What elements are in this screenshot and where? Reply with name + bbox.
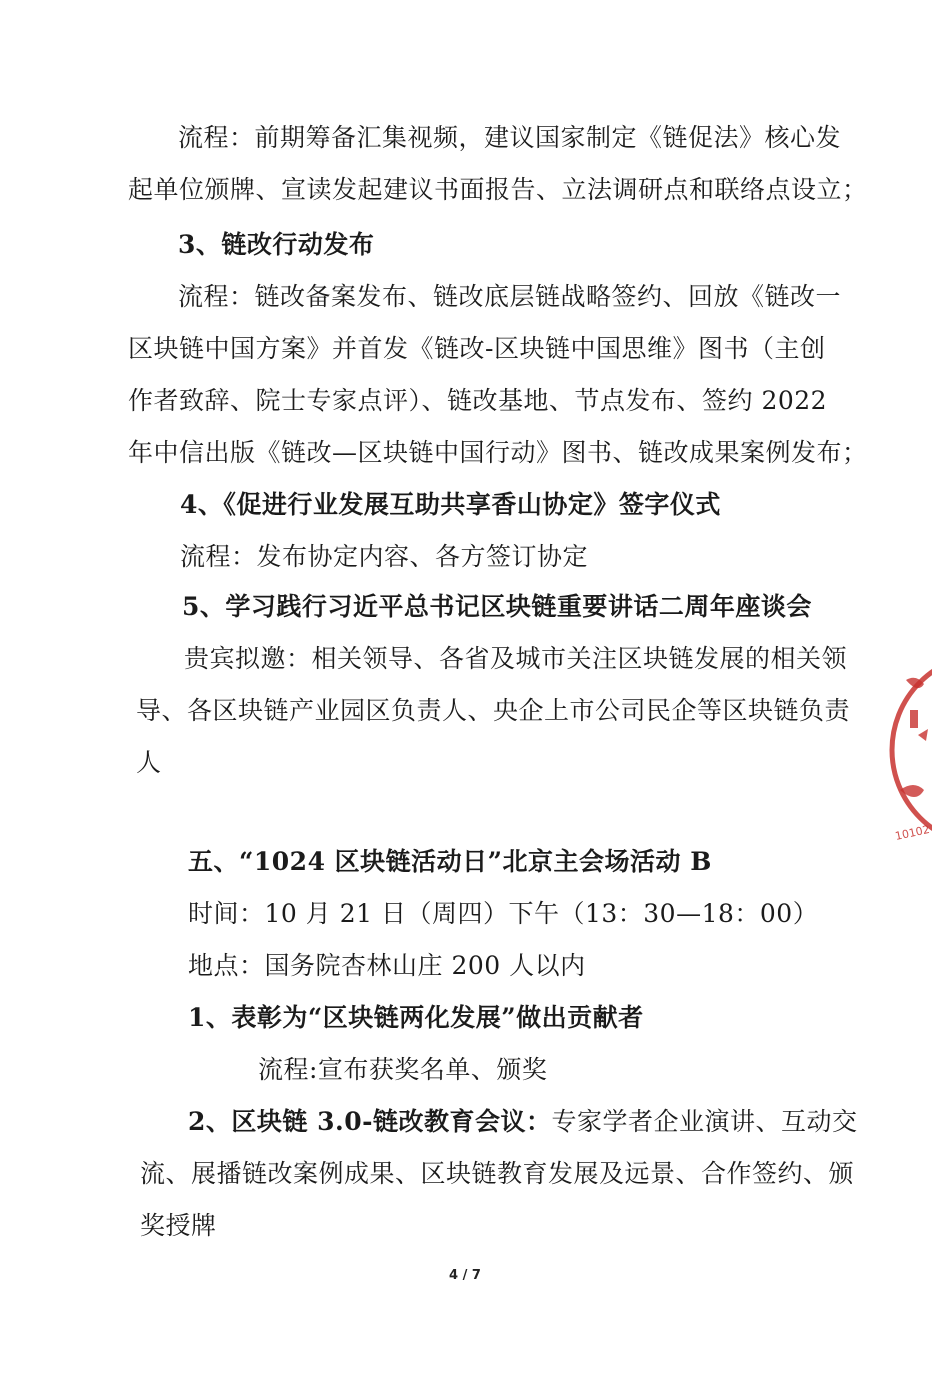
subsection-2-description: 专家学者企业演讲、互动交 [551, 1107, 858, 1136]
text-line-11: 贵宾拟邀：相关领导、各省及城市关注区块链发展的相关领 [184, 644, 848, 673]
text-line-19 [188, 1106, 858, 1138]
section-heading-4: 4、《促进行业发展互助共享香山协定》签字仪式 [180, 490, 721, 519]
subsection-heading-1: 1、表彰为“区块链两化发展”做出贡献者 [188, 1003, 644, 1032]
section-heading-five: 五、“1024 区块链活动日”北京主会场活动 B [188, 847, 712, 876]
text-line-18: 流程:宣布获奖名单、颁奖 [258, 1055, 548, 1084]
text-line-12: 导、各区块链产业园区负责人、央企上市公司民企等区块链负责 [136, 696, 851, 725]
text-line-13: 人 [136, 748, 162, 777]
subsection-heading-2: 2、区块链 3.0-链改教育会议： [188, 1107, 552, 1136]
text-line-7: 年中信出版《链改—区块链中国行动》图书、链改成果案例发布； [128, 438, 868, 467]
text-line-2: 起单位颁牌、宣读发起建议书面报告、立法调研点和联络点设立； [128, 175, 868, 204]
text-line-5: 区块链中国方案》并首发《链改-区块链中国思维》图书（主创 [128, 334, 826, 363]
page-number: 4 / 7 [449, 1268, 481, 1283]
seal-text: 10102 [893, 822, 931, 843]
official-seal-stamp [878, 640, 932, 860]
seal-star-fragment [918, 729, 928, 741]
text-line-1: 流程：前期筹备汇集视频，建议国家制定《链促法》核心发 [178, 123, 842, 152]
seal-char-fragment [900, 678, 924, 797]
text-line-21: 奖授牌 [140, 1211, 217, 1240]
text-line-9: 流程：发布协定内容、各方签订协定 [180, 542, 589, 571]
time-line: 时间：10 月 21 日（周四）下午（13：30—18：00） [188, 899, 819, 928]
text-line-6: 作者致辞、院士专家点评）、链改基地、节点发布、签约 2022 [128, 386, 828, 415]
section-heading-5: 5、学习践行习近平总书记区块链重要讲话二周年座谈会 [182, 592, 812, 621]
text-line-4: 流程：链改备案发布、链改底层链战略签约、回放《链改一 [178, 282, 842, 311]
venue-line: 地点：国务院杏林山庄 200 人以内 [188, 951, 586, 980]
text-line-20: 流、展播链改案例成果、区块链教育发展及远景、合作签约、颁 [140, 1159, 855, 1188]
section-heading-3: 3、链改行动发布 [178, 230, 375, 259]
